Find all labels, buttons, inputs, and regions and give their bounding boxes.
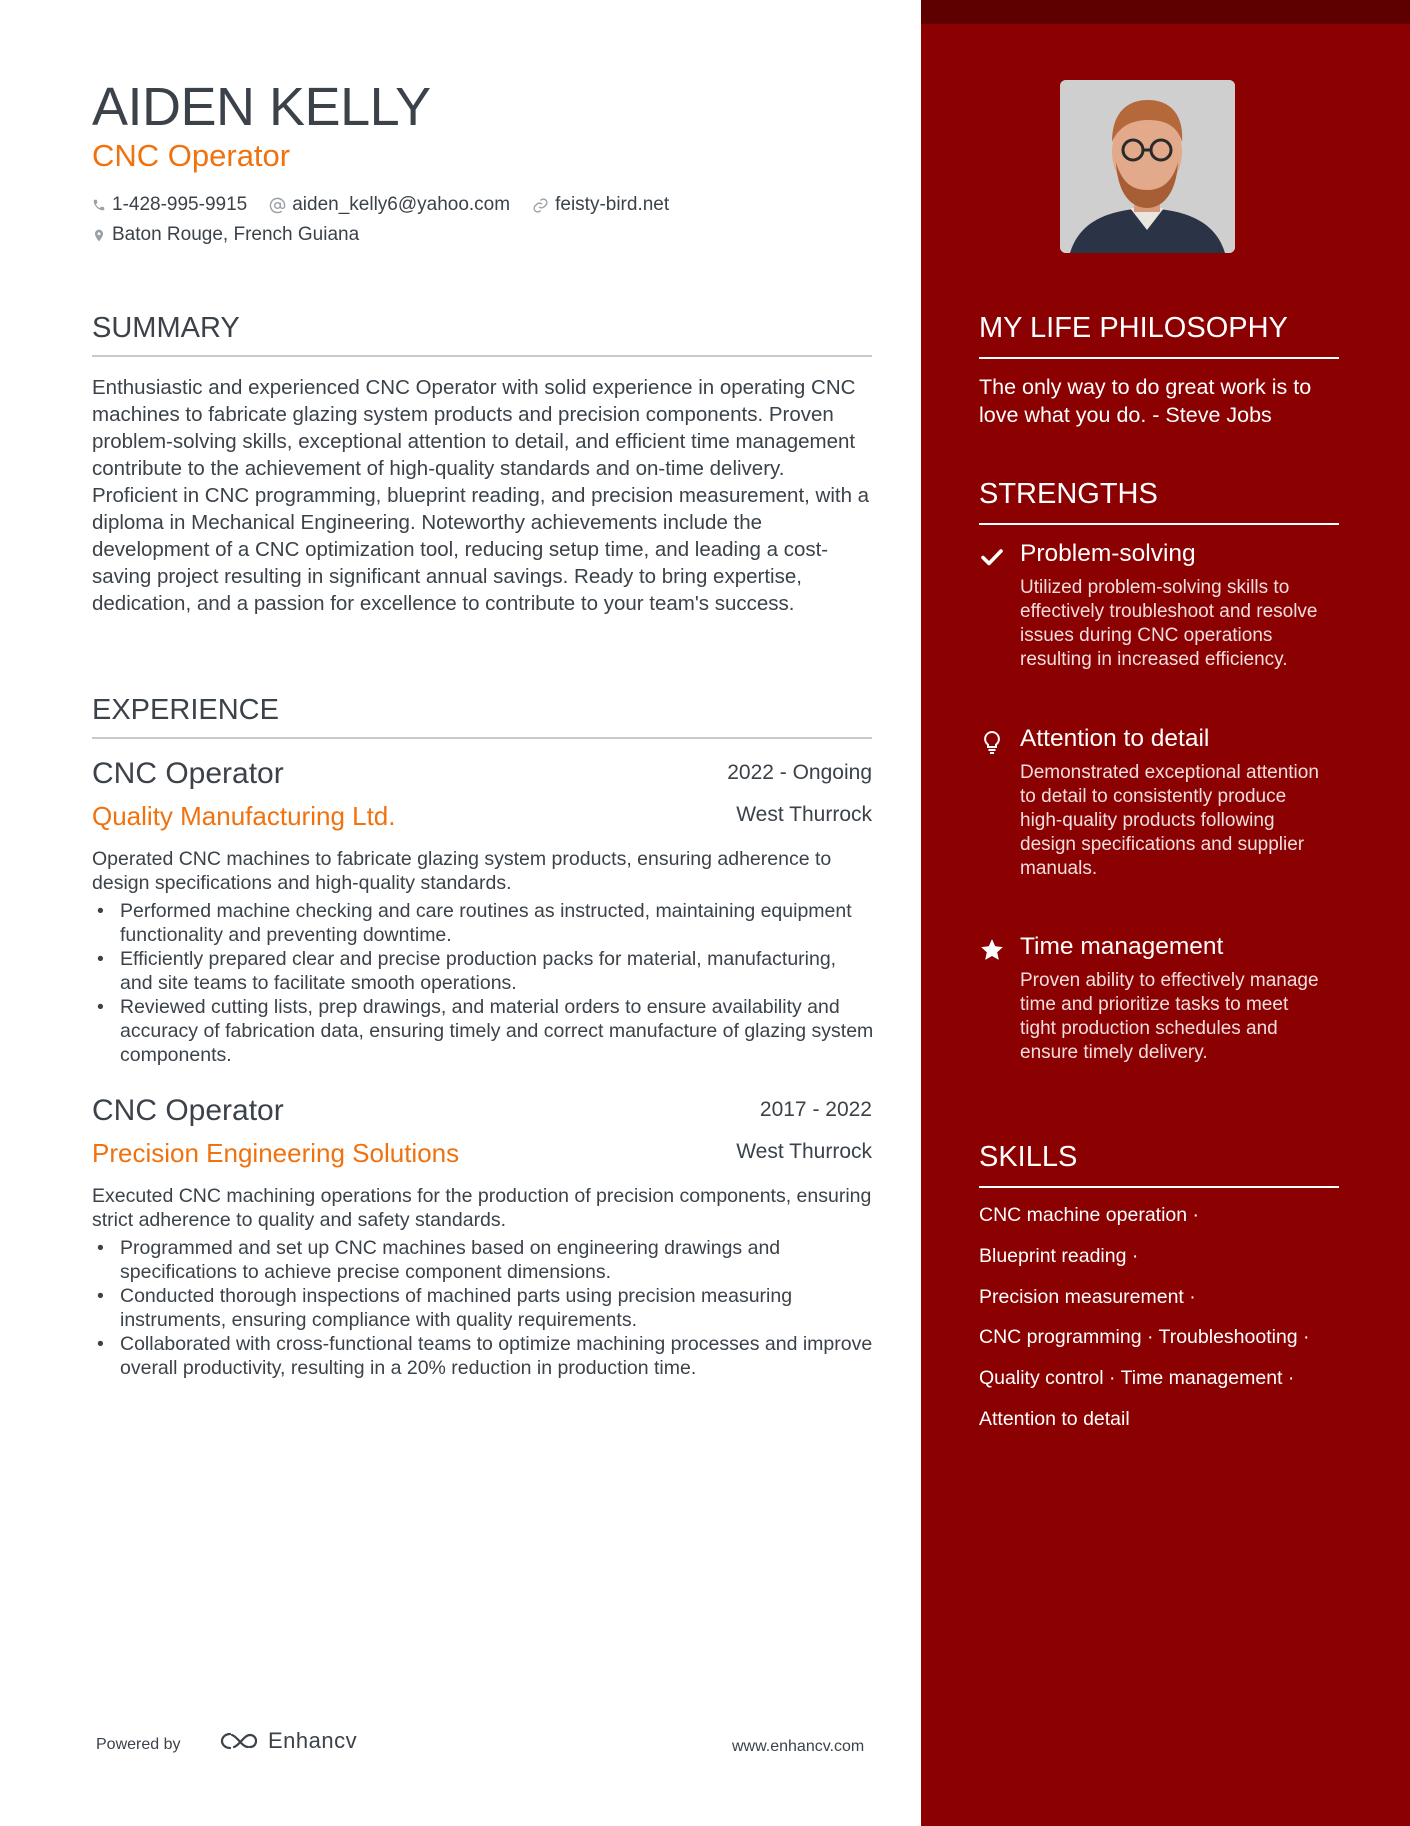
job-location: West Thurrock bbox=[736, 1140, 872, 1163]
philosophy-quote: The only way to do great work is to love what you do. - Steve Jobs bbox=[979, 375, 1312, 427]
skills-line: CNC programming · Troubleshooting · bbox=[979, 1326, 1310, 1348]
job-company: Quality Manufacturing Ltd. bbox=[92, 801, 396, 831]
candidate-role: CNC Operator bbox=[92, 138, 291, 173]
enhancv-brand-text: Enhancv bbox=[268, 1728, 358, 1753]
candidate-name: AIDEN KELLY bbox=[92, 77, 431, 137]
email-text: aiden_kelly6@yahoo.com bbox=[292, 194, 511, 215]
sidebar bbox=[921, 0, 1410, 1826]
strength-title: Attention to detail bbox=[1020, 725, 1210, 752]
enhancv-logo-icon bbox=[214, 1729, 260, 1753]
job-bullets bbox=[92, 1236, 874, 1380]
strength-title: Problem-solving bbox=[1020, 540, 1196, 567]
contact-row-1 bbox=[92, 194, 691, 216]
job-bullet: • Reviewed cutting lists, prep drawings, and material orders to ensure availability and accuracy of fabrication data, ensuring timely and correct manufacture of glazing system components. bbox=[92, 995, 874, 1067]
powered-by-label: Powered by bbox=[96, 1736, 181, 1753]
job-dates: 2022 - Ongoing bbox=[727, 761, 872, 784]
strength-description: Demonstrated exceptional attention to detail to consistently produce high-quality products following design specifications and supplier manuals. bbox=[1020, 762, 1319, 879]
strength-title: Time management bbox=[1020, 933, 1224, 960]
sidebar-top-bar bbox=[921, 0, 1410, 24]
contact-phone bbox=[92, 194, 247, 216]
skills-line: Precision measurement · bbox=[979, 1286, 1196, 1308]
strength-description: Utilized problem-solving skills to effectively troubleshoot and resolve issues during CNC operations resulting in increased efficiency. bbox=[1020, 577, 1318, 670]
job-description: Executed CNC machining operations for the production of precision components, ensuring strict adherence to quality and safety standards. bbox=[92, 1185, 872, 1231]
skills-line: Quality control · Time management · bbox=[979, 1367, 1295, 1389]
experience-heading: EXPERIENCE bbox=[92, 694, 872, 739]
summary-heading: SUMMARY bbox=[92, 312, 872, 357]
job-title: CNC Operator bbox=[92, 757, 284, 790]
skills-line: Blueprint reading · bbox=[979, 1245, 1139, 1267]
philosophy-heading: MY LIFE PHILOSOPHY bbox=[979, 312, 1339, 359]
job-bullet: • Programmed and set up CNC machines based on engineering drawings and specifications to achieve precise component dimensions. bbox=[92, 1236, 874, 1284]
job-bullet: • Performed machine checking and care routines as instructed, maintaining equipment functionality and preventing downtime. bbox=[92, 899, 874, 947]
summary-text: Enthusiastic and experienced CNC Operator with solid experience in operating CNC machines to fabricate glazing system products and precision components. Proven problem-solving skills, exceptional attention to detail, and efficient time management contribute to the achievement of high-quality standards and on-time delivery. Proficient in CNC programming, blueprint reading, and precision measurement, with a diploma in Mechanical Engineering. Noteworthy achievements include the development of a CNC optimization tool, reducing setup time, and leading a cost-saving project resulting in significant annual savings. Ready to bring expertise, dedication, and a passion for excellence to contribute to your team's success. bbox=[92, 376, 870, 615]
job-description: Operated CNC machines to fabricate glazing system products, ensuring adherence to design specifications and high-quality standards. bbox=[92, 848, 832, 894]
skills-line: CNC machine operation · bbox=[979, 1204, 1200, 1226]
job-bullet: • Conducted thorough inspections of machined parts using precision measuring instruments, ensuring compliance with quality requirements. bbox=[92, 1284, 874, 1332]
contact-row-2 bbox=[92, 224, 381, 246]
job-bullet: • Collaborated with cross-functional teams to optimize machining processes and improve overall productivity, resulting in a 20% reduction in production time. bbox=[92, 1332, 874, 1380]
contact-website bbox=[532, 194, 669, 216]
profile-photo-image bbox=[1060, 80, 1235, 253]
location-pin-icon bbox=[92, 227, 106, 244]
profile-photo bbox=[1060, 80, 1235, 253]
lightbulb-icon bbox=[979, 729, 1005, 755]
footer-url[interactable]: www.enhancv.com bbox=[732, 1738, 865, 1755]
website-text: feisty-bird.net bbox=[555, 194, 670, 215]
job-dates: 2017 - 2022 bbox=[759, 1098, 872, 1121]
strength-description: Proven ability to effectively manage time and prioritize tasks to meet tight production schedules and ensure timely delivery. bbox=[1020, 970, 1319, 1063]
job-bullets bbox=[92, 899, 874, 1067]
contact-email bbox=[269, 194, 510, 216]
skills-heading: SKILLS bbox=[979, 1141, 1339, 1188]
contact-location bbox=[92, 224, 359, 246]
phone-icon bbox=[92, 197, 106, 213]
location-text: Baton Rouge, French Guiana bbox=[112, 224, 360, 245]
job-bullet: • Efficiently prepared clear and precise production packs for material, manufacturing, and site teams to facilitate smooth operations. bbox=[92, 947, 874, 995]
at-icon bbox=[269, 197, 286, 214]
phone-text: 1-428-995-9915 bbox=[112, 194, 248, 215]
link-icon bbox=[532, 197, 549, 214]
check-icon bbox=[979, 544, 1005, 570]
strengths-heading: STRENGTHS bbox=[979, 478, 1339, 525]
star-icon bbox=[979, 937, 1005, 963]
skills-line: Attention to detail bbox=[979, 1408, 1130, 1430]
enhancv-logo[interactable] bbox=[214, 1728, 357, 1754]
job-title: CNC Operator bbox=[92, 1094, 284, 1127]
job-location: West Thurrock bbox=[736, 803, 872, 826]
job-company: Precision Engineering Solutions bbox=[92, 1138, 460, 1168]
